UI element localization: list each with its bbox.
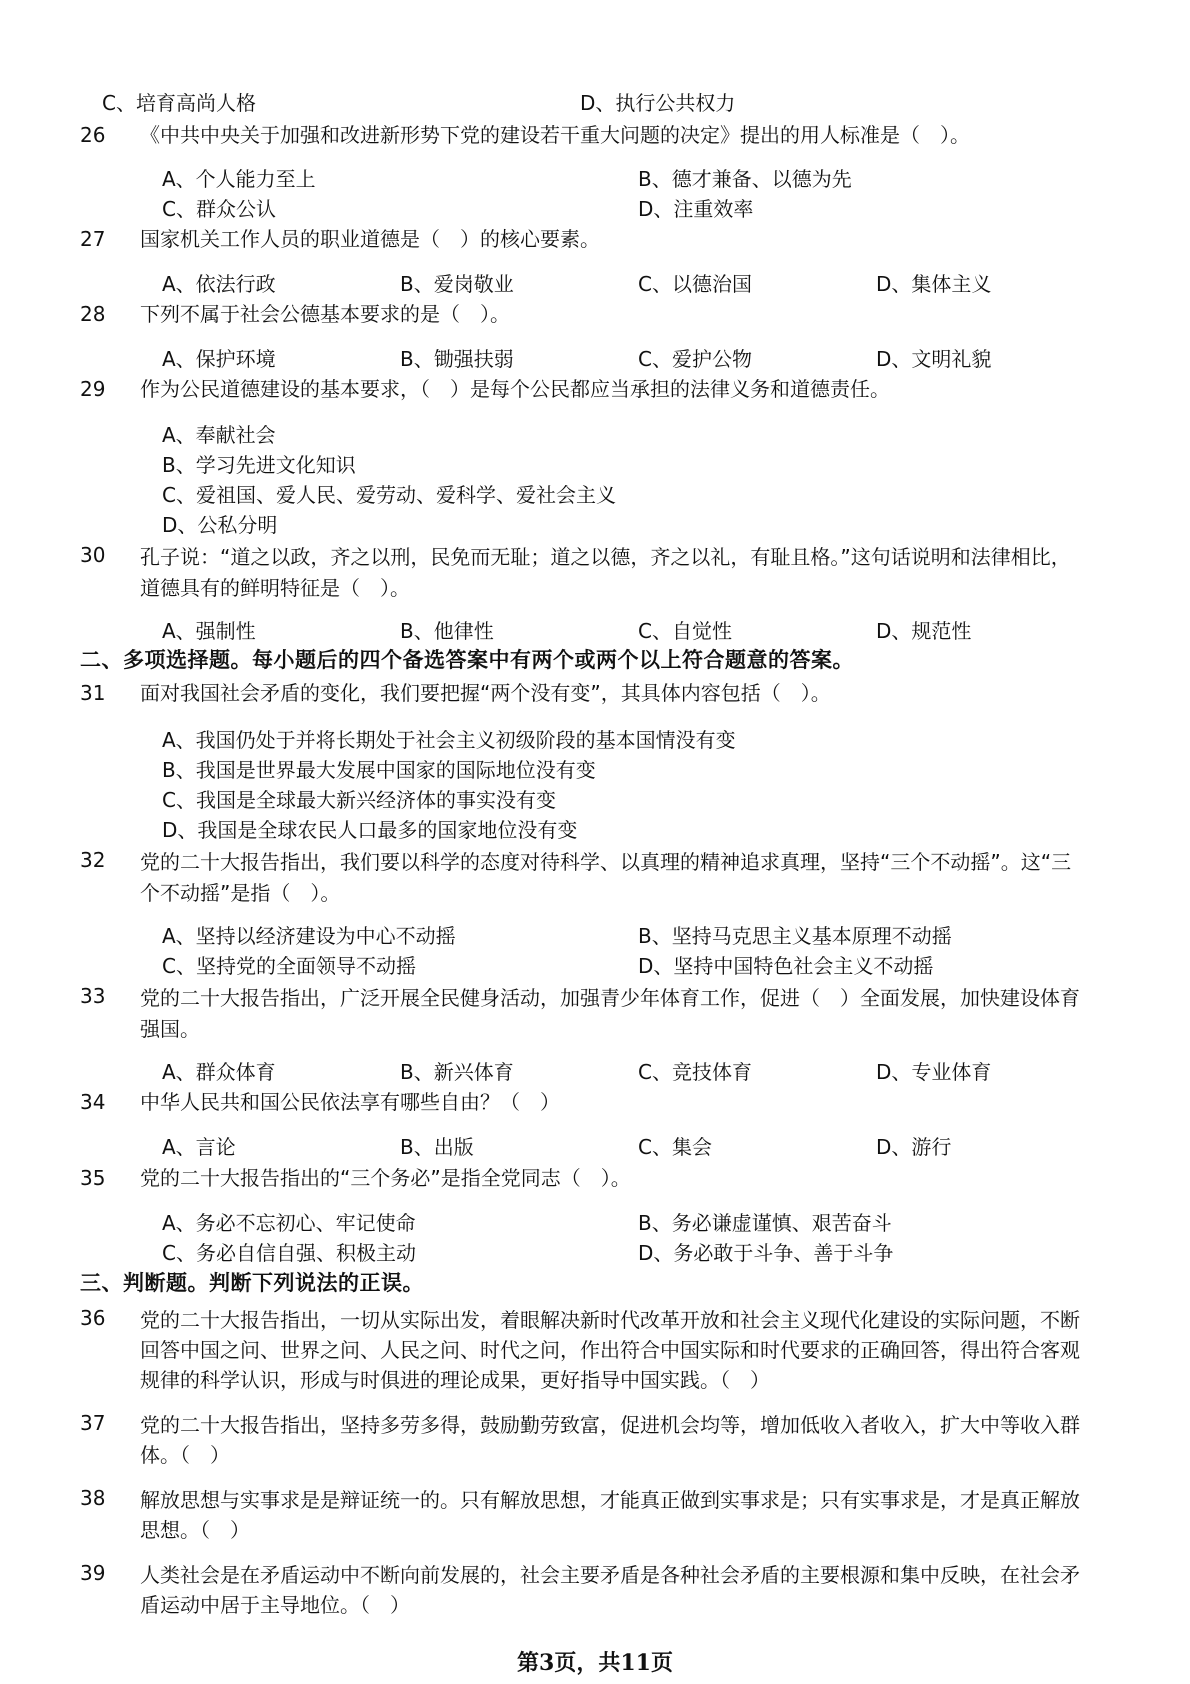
- question-number: 38: [80, 1486, 106, 1510]
- option: A、保护环境: [162, 347, 276, 371]
- option: C、务必自信自强、积极主动: [162, 1241, 416, 1265]
- question-text: 党的二十大报告指出，广泛开展全民健身活动，加强青少年体育工作，促进（ ）全面发展，加快建设体育强国。: [140, 986, 1080, 1041]
- question-text: 孔子说：“道之以政，齐之以刑，民免而无耻；道之以德，齐之以礼，有耻且格。”这句话说明和法律相比，道德具有的鲜明特征是（ ）。: [140, 545, 1071, 600]
- option: D、注重效率: [638, 197, 754, 221]
- option: D、专业体育: [876, 1060, 992, 1084]
- option: A、我国仍处于并将长期处于社会主义初级阶段的基本国情没有变: [162, 728, 736, 752]
- question-number: 36: [80, 1306, 106, 1330]
- option-d-q25: D、执行公共权力: [580, 91, 736, 115]
- question-number: 27: [80, 227, 106, 251]
- question-number: 30: [80, 543, 106, 567]
- option: A、强制性: [162, 619, 256, 643]
- option: B、出版: [400, 1135, 474, 1159]
- option: B、新兴体育: [400, 1060, 514, 1084]
- question-text: 党的二十大报告指出，我们要以科学的态度对待科学、以真理的精神追求真理，坚持“三个不动摇”。这“三个不动摇”是指（ ）。: [140, 850, 1072, 905]
- option: C、集会: [638, 1135, 712, 1159]
- option: A、务必不忘初心、牢记使命: [162, 1211, 416, 1235]
- question-text: 《中共中央关于加强和改进新形势下党的建设若干重大问题的决定》提出的用人标准是（ ）。: [140, 123, 970, 147]
- question-text: 下列不属于社会公德基本要求的是（ ）。: [140, 302, 510, 326]
- question-text: 解放思想与实事求是是辩证统一的。只有解放思想，才能真正做到实事求是；只有实事求是，才是真正解放思想。（ ）: [140, 1488, 1080, 1542]
- option: B、我国是世界最大发展中国家的国际地位没有变: [162, 758, 596, 782]
- option: D、文明礼貌: [876, 347, 992, 371]
- question-text: 人类社会是在矛盾运动中不断向前发展的，社会主要矛盾是各种社会矛盾的主要根源和集中反映，在社会矛盾运动中居于主导地位。（ ）: [140, 1563, 1080, 1617]
- option: D、公私分明: [162, 513, 278, 537]
- option: A、群众体育: [162, 1060, 276, 1084]
- option: C、爱护公物: [638, 347, 752, 371]
- question-text: 国家机关工作人员的职业道德是（ ）的核心要素。: [140, 227, 600, 251]
- option: B、爱岗敬业: [400, 272, 514, 296]
- option: A、言论: [162, 1135, 236, 1159]
- question-number: 29: [80, 377, 106, 401]
- section-heading: 三、判断题。判断下列说法的正误。: [80, 1271, 424, 1295]
- option-c-q25: C、培育高尚人格: [102, 91, 256, 115]
- option: B、德才兼备、以德为先: [638, 167, 852, 191]
- option: C、以德治国: [638, 272, 752, 296]
- option: B、锄强扶弱: [400, 347, 514, 371]
- option: B、学习先进文化知识: [162, 453, 356, 477]
- question-number: 35: [80, 1166, 106, 1190]
- option: D、规范性: [876, 619, 972, 643]
- question-text: 党的二十大报告指出的“三个务必”是指全党同志（ ）。: [140, 1166, 631, 1190]
- question-text: 面对我国社会矛盾的变化，我们要把握“两个没有变”，其具体内容包括（ ）。: [140, 681, 831, 705]
- option: D、集体主义: [876, 272, 992, 296]
- option: C、爱祖国、爱人民、爱劳动、爱科学、爱社会主义: [162, 483, 616, 507]
- question-number: 28: [80, 302, 106, 326]
- question-number: 33: [80, 984, 106, 1008]
- question-text: 中华人民共和国公民依法享有哪些自由？（ ）: [140, 1090, 560, 1114]
- question-number: 37: [80, 1411, 106, 1435]
- question-text: 党的二十大报告指出，坚持多劳多得，鼓励勤劳致富，促进机会均等，增加低收入者收入，扩大中等收入群体。（ ）: [140, 1413, 1080, 1467]
- option: C、自觉性: [638, 619, 732, 643]
- question-number: 26: [80, 123, 106, 147]
- option: D、我国是全球农民人口最多的国家地位没有变: [162, 818, 578, 842]
- option: D、坚持中国特色社会主义不动摇: [638, 954, 934, 978]
- option: D、游行: [876, 1135, 952, 1159]
- option: A、坚持以经济建设为中心不动摇: [162, 924, 456, 948]
- option: B、坚持马克思主义基本原理不动摇: [638, 924, 952, 948]
- question-number: 34: [80, 1090, 106, 1114]
- option: B、务必谦虚谨慎、艰苦奋斗: [638, 1211, 892, 1235]
- option: A、个人能力至上: [162, 167, 316, 191]
- option: A、依法行政: [162, 272, 276, 296]
- question-text: 作为公民道德建设的基本要求，（ ）是每个公民都应当承担的法律义务和道德责任。: [140, 377, 890, 401]
- option: A、奉献社会: [162, 423, 276, 447]
- question-number: 31: [80, 681, 106, 705]
- section-heading: 二、多项选择题。每小题后的四个备选答案中有两个或两个以上符合题意的答案。: [80, 648, 854, 672]
- option: C、我国是全球最大新兴经济体的事实没有变: [162, 788, 556, 812]
- option: C、群众公认: [162, 197, 276, 221]
- question-number: 39: [80, 1561, 106, 1585]
- question-text: 党的二十大报告指出，一切从实际出发，着眼解决新时代改革开放和社会主义现代化建设的实际问题，不断回答中国之问、世界之问、人民之问、时代之问，作出符合中国实际和时代要求的正确回答，得出符合客观规律的科学认识，形成与时俱进的理论成果，更好指导中国实践。（ ）: [140, 1308, 1080, 1392]
- question-number: 32: [80, 848, 106, 872]
- option: C、竞技体育: [638, 1060, 752, 1084]
- option: C、坚持党的全面领导不动摇: [162, 954, 416, 978]
- option: B、他律性: [400, 619, 494, 643]
- page-footer: 第3页，共11页: [517, 1650, 673, 1676]
- option: D、务必敢于斗争、善于斗争: [638, 1241, 894, 1265]
